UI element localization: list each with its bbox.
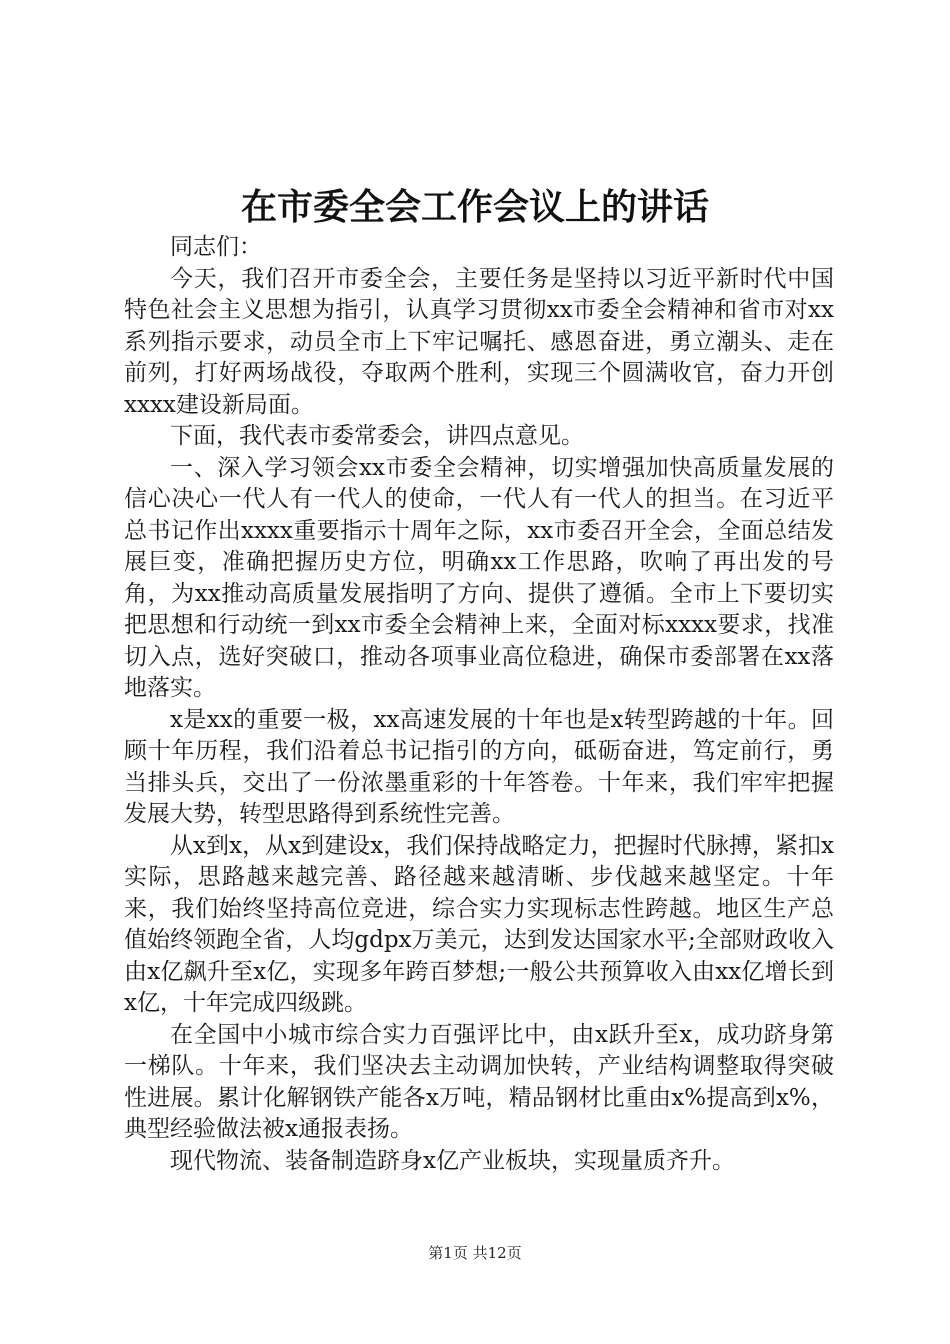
paragraph: 今天，我们召开市委全会，主要任务是坚持以习近平新时代中国特色社会主义思想为指引，认真学习贯彻xx市委全会精神和省市对xx系列指示要求，动员全市上下牢记嘱托、感恩奋进，勇立潮头、走在前列，打好两场战役，夺取两个胜利，实现三个圆满收官，奋力开创xxxx建设新局面。 <box>124 265 834 418</box>
page-number-footer: 第1页 共12页 <box>428 1244 522 1262</box>
paragraph: 从x到x，从x到建设x，我们保持战略定力，把握时代脉搏，紧扣x实际，思路越来越完善、路径越来越清晰、步伐越来越坚定。十年来，我们始终坚持高位竞进，综合实力实现标志性跨越。地区生产总值始终领跑全省，人均gdpx万美元，达到发达国家水平;全部财政收入由x亿飙升至x亿，实现多年跨百梦想;一般公共预算收入由xx亿增长到x亿，十年完成四级跳。 <box>124 832 834 1016</box>
paragraph: 在全国中小城市综合实力百强评比中，由x跃升至x，成功跻身第一梯队。十年来，我们坚决去主动调加快转，产业结构调整取得突破性进展。累计化解钢铁产能各x万吨，精品钢材比重由x%提高到x%，典型经验做法被x通报表扬。 <box>124 1021 834 1142</box>
document-body <box>124 232 834 1177</box>
paragraph-salutation: 同志们： <box>170 234 262 260</box>
document-title: 在市委全会工作会议上的讲话 <box>240 186 709 228</box>
paragraph: 现代物流、装备制造跻身x亿产业板块，实现量质齐升。 <box>170 1147 735 1174</box>
paragraph: 下面，我代表市委常委会，讲四点意见。 <box>170 423 584 449</box>
paragraph: x是xx的重要一极，xx高速发展的十年也是x转型跨越的十年。回顾十年历程，我们沿着总书记指引的方向，砥砺奋进，笃定前行，勇当排头兵，交出了一份浓墨重彩的十年答卷。十年来，我们牢牢把握发展大势，转型思路得到系统性完善。 <box>124 706 834 827</box>
paragraph: 一、深入学习领会xx市委全会精神，切实增强加快高质量发展的信心决心一代人有一代人的使命，一代人有一代人的担当。在习近平总书记作出xxxx重要指示十周年之际，xx市委召开全会，全面总结发展巨变，准确把握历史方位，明确xx工作思路，吹响了再出发的号角，为xx推动高质量发展指明了方向、提供了遵循。全市上下要切实把思想和行动统一到xx市委全会精神上来，全面对标xxxx要求，找准切入点，选好突破口，推动各项事业高位稳进，确保市委部署在xx落地落实。 <box>124 454 834 701</box>
